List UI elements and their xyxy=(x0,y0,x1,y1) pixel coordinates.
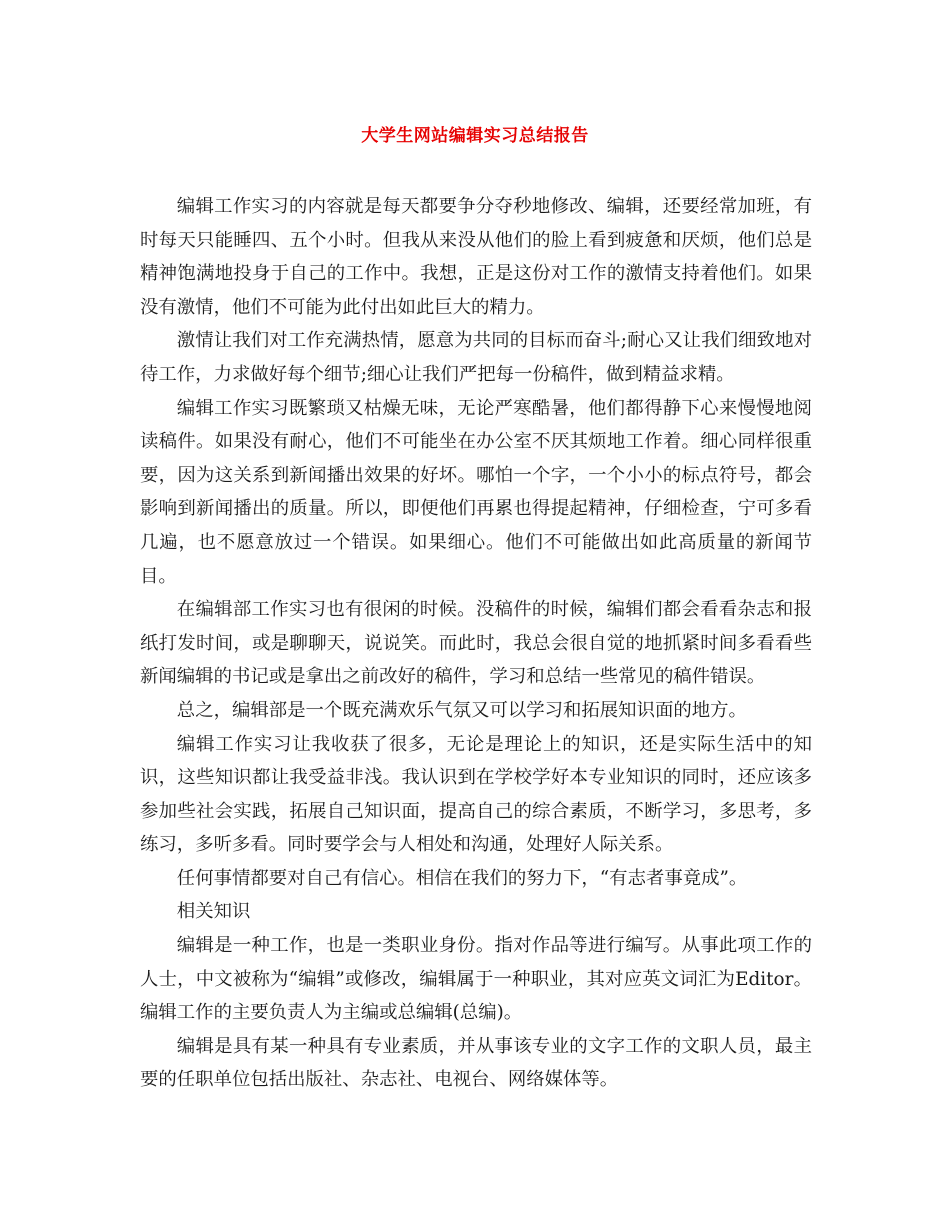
document-title: 大学生网站编辑实习总结报告 xyxy=(361,126,589,146)
document-body xyxy=(140,190,812,1097)
paragraph: 编辑是一种工作，也是一类职业身份。指对作品等进行编写。从事此项工作的人士，中文被称为“编辑”或修改，编辑属于一种职业，其对应英文词汇为Editor。编辑工作的主要负责人为主编或总编辑(总编)。 xyxy=(140,935,812,1024)
paragraph: 编辑工作实习让我收获了很多，无论是理论上的知识，还是实际生活中的知识，这些知识都让我受益非浅。我认识到在学校学好本专业知识的同时，还应该多参加些社会实践，拓展自己知识面，提高自己的综合素质，不断学习，多思考，多练习，多听多看。同时要学会与人相处和沟通，处理好人际关系。 xyxy=(140,733,812,856)
paragraph: 总之，编辑部是一个既充满欢乐气氛又可以学习和拓展知识面的地方。 xyxy=(176,699,747,721)
section-heading: 相关知识 xyxy=(176,901,251,923)
paragraph: 编辑是具有某一种具有专业素质，并从事该专业的文字工作的文职人员，最主要的任职单位包括出版社、杂志社、电视台、网络媒体等。 xyxy=(140,1035,812,1091)
paragraph: 在编辑部工作实习也有很闲的时候。没稿件的时候，编辑们都会看看杂志和报纸打发时间，或是聊聊天，说说笑。而此时，我总会很自觉的地抓紧时间多看看些新闻编辑的书记或是拿出之前改好的稿件，学习和总结一些常见的稿件错误。 xyxy=(140,599,812,688)
paragraph: 任何事情都要对自己有信心。相信在我们的努力下，“有志者事竟成”。 xyxy=(176,867,748,889)
paragraph: 编辑工作实习的内容就是每天都要争分夺秒地修改、编辑，还要经常加班，有时每天只能睡四、五个小时。但我从来没从他们的脸上看到疲惫和厌烦，他们总是精神饱满地投身于自己的工作中。我想，正是这份对工作的激情支持着他们。如果没有激情，他们不可能为此付出如此巨大的精力。 xyxy=(140,196,812,318)
paragraph: 激情让我们对工作充满热情，愿意为共同的目标而奋斗;耐心又让我们细致地对待工作，力求做好每个细节;细心让我们严把每一份稿件，做到精益求精。 xyxy=(140,330,812,385)
paragraph: 编辑工作实习既繁琐又枯燥无味，无论严寒酷暑，他们都得静下心来慢慢地阅读稿件。如果没有耐心，他们不可能坐在办公室不厌其烦地工作着。细心同样很重要，因为这关系到新闻播出效果的好坏。哪怕一个字，一个小小的标点符号，都会影响到新闻播出的质量。所以，即便他们再累也得提起精神，仔细检查，宁可多看几遍，也不愿意放过一个错误。如果细心。他们不可能做出如此高质量的新闻节目。 xyxy=(140,397,812,587)
